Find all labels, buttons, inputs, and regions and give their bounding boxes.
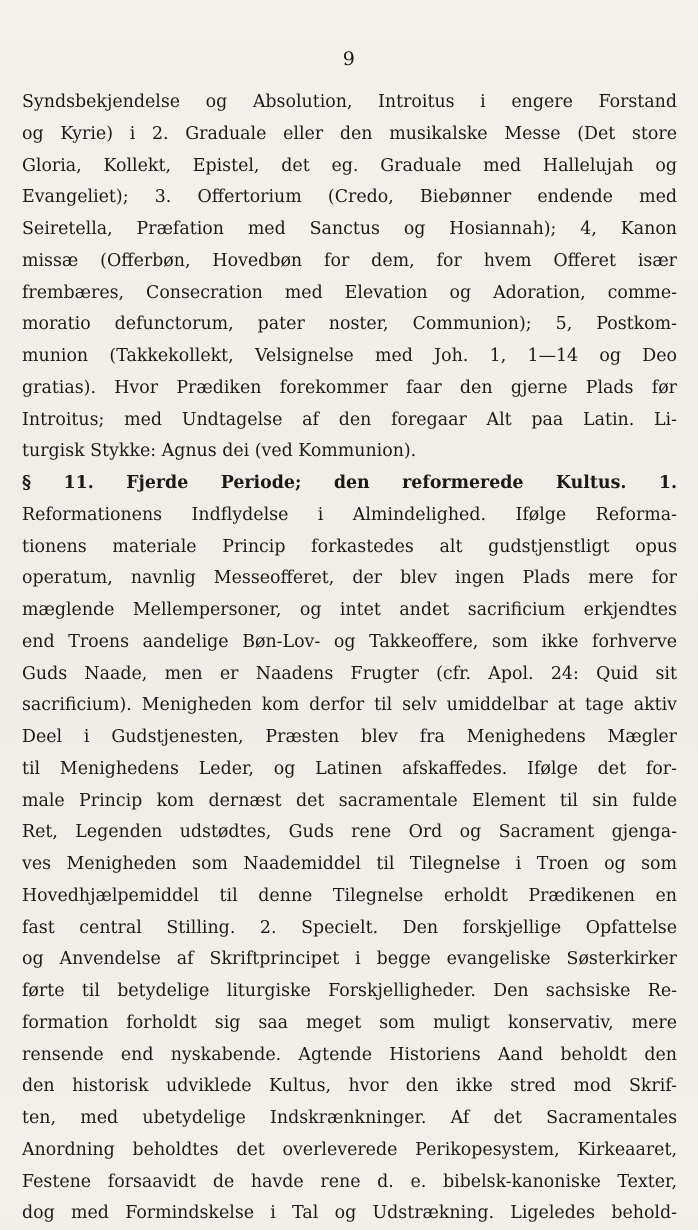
text-line: gratias). Hvor Prædiken forekommer faar den gjerne Plads før bbox=[22, 377, 677, 398]
text-line: rensende end nyskabende. Agtende Historiens Aand beholdt den bbox=[22, 1044, 677, 1065]
text-line: missæ (Offerbøn, Hovedbøn for dem, for hvem Offeret især bbox=[22, 250, 677, 271]
text-line: fast central Stilling. 2. Specielt. Den forskjellige Opfattelse bbox=[22, 917, 677, 938]
text-line: operatum, navnlig Messeofferet, der blev ingen Plads mere for bbox=[22, 568, 677, 589]
text-line: Syndsbekjendelse og Absolution, Introitus i engere Forstand bbox=[22, 92, 677, 112]
body-text bbox=[22, 87, 677, 1230]
text-line: Seiretella, Præfation med Sanctus og Hosiannah); 4, Kanon bbox=[22, 219, 677, 239]
text-line: Introitus; med Undtagelse af den foregaar Alt paa Latin. Li- bbox=[22, 409, 677, 430]
page-number: 9 bbox=[342, 48, 356, 70]
text-line: og Anvendelse af Skriftprincipet i begge evangeliske Søsterkirker bbox=[22, 949, 677, 970]
text-line: Anordning beholdtes det overleverede Perikopesystem, Kirkeaaret, bbox=[22, 1139, 677, 1160]
section-heading: § 11. Fjerde Periode; den reformerede Kultus. 1. bbox=[22, 473, 677, 493]
text-line: Guds Naade, men er Naadens Frugter (cfr. Apol. 24: Quid sit bbox=[22, 663, 677, 684]
text-line: Festene forsaavidt de havde rene d. e. bibelsk-kanoniske Texter, bbox=[22, 1171, 677, 1192]
text-line: end Troens aandelige Bøn-Lov- og Takkeoffere, som ikke forhverve bbox=[22, 631, 677, 652]
text-line: munion (Takkekollekt, Velsignelse med Joh. 1, 1—14 og Deo bbox=[22, 346, 677, 366]
text-line: formation forholdt sig saa meget som muligt konservativ, mere bbox=[22, 1012, 677, 1033]
text-line: mæglende Mellempersoner, og intet andet sacrificium erkjendtes bbox=[22, 600, 677, 620]
text-line: Ret, Legenden udstødtes, Guds rene Ord og Sacrament gjenga- bbox=[22, 822, 677, 843]
text-line: den historisk udviklede Kultus, hvor den ikke stred mod Skrif- bbox=[22, 1076, 677, 1097]
text-line: dog med Formindskelse i Tal og Udstrækning. Ligeledes behold- bbox=[22, 1203, 677, 1224]
text-line: turgisk Stykke: Agnus dei (ved Kommunion). bbox=[22, 441, 417, 462]
text-line: Evangeliet); 3. Offertorium (Credo, Biebønner endende med bbox=[22, 187, 677, 208]
text-line: male Princip kom dernæst det sacramentale Element til sin fulde bbox=[22, 790, 677, 811]
text-line: Hovedhjælpemiddel til denne Tilegnelse erholdt Prædikenen en bbox=[22, 885, 677, 906]
text-line: Deel i Gudstjenesten, Præsten blev fra Menighedens Mægler bbox=[22, 727, 677, 747]
text-line: moratio defunctorum, pater noster, Communion); 5, Postkom- bbox=[22, 314, 677, 335]
text-line: Reformationens Indflydelse i Almindelighed. Ifølge Reforma- bbox=[22, 504, 677, 525]
text-line: tionens materiale Princip forkastedes alt gudstjenstligt opus bbox=[22, 536, 677, 557]
text-line: frembæres, Consecration med Elevation og Adoration, comme- bbox=[22, 282, 677, 303]
text-line: ten, med ubetydelige Indskrænkninger. Af det Sacramentales bbox=[22, 1108, 677, 1128]
text-line: Gloria, Kollekt, Epistel, det eg. Graduale med Hallelujah og bbox=[22, 155, 677, 176]
text-line: førte til betydelige liturgiske Forskjelligheder. Den sachsiske Re- bbox=[22, 981, 677, 1001]
text-line: ves Menigheden som Naademiddel til Tilegnelse i Troen og som bbox=[22, 854, 677, 874]
text-line: sacrificium). Menigheden kom derfor til selv umiddelbar at tage aktiv bbox=[22, 695, 677, 716]
text-line: og Kyrie) i 2. Graduale eller den musikalske Messe (Det store bbox=[22, 123, 677, 144]
text-line: til Menighedens Leder, og Latinen afskaffedes. Ifølge det for- bbox=[22, 758, 677, 779]
